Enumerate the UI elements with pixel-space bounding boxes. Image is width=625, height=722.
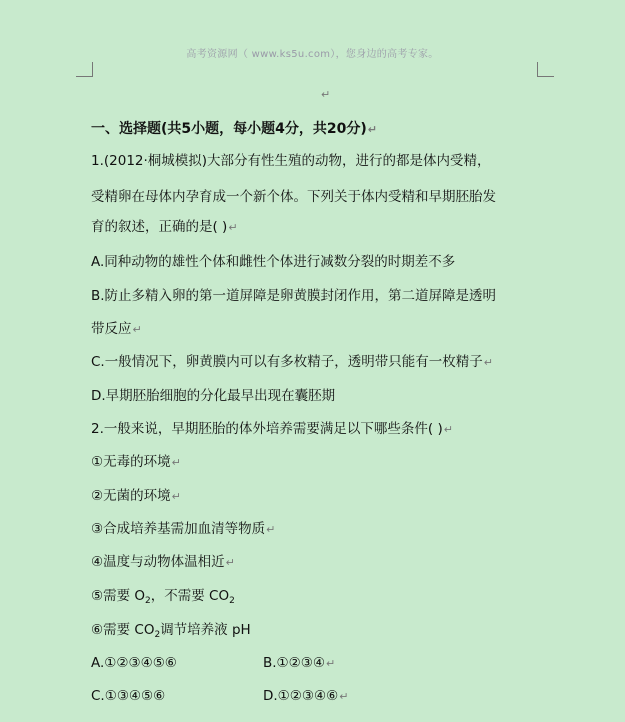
q2-option-d: D.①②③④⑥↵ [263, 688, 349, 704]
q2-option-c: C.①③④⑤⑥ [91, 688, 166, 704]
q2-condition-6: ⑥需要 $CO_2$调节培养液 pH [91, 622, 251, 640]
q2-option-b: B.①②③④↵ [263, 655, 336, 671]
q1-stem-line3: 育的叙述，正确的是( )↵ [91, 219, 238, 235]
q1-stem-line1: 1.(2012·桐城模拟)大部分有性生殖的动物，进行的都是体内受精， [91, 153, 491, 169]
q1-stem-line2: 受精卵在母体内孕育成一个新个体。下列关于体内受精和早期胚胎发 [91, 189, 496, 205]
q2-condition-5: ⑤需要 $O_2$，不需要 $CO_2$ [91, 588, 235, 606]
margin-corner-top-right [537, 62, 554, 77]
q2-option-a: A.①②③④⑤⑥ [91, 655, 177, 671]
q1-option-b-line2: 带反应↵ [91, 321, 142, 337]
q2-condition-1: ①无毒的环境↵ [91, 454, 181, 470]
q2-stem: 2.一般来说，早期胚胎的体外培养需要满足以下哪些条件( )↵ [91, 421, 453, 437]
q1-option-a: A.同种动物的雄性个体和雌性个体进行减数分裂的时期差不多 [91, 254, 456, 270]
q2-condition-3: ③合成培养基需加血清等物质↵ [91, 521, 276, 537]
paragraph-mark-icon: ↵ [321, 88, 331, 101]
q2-condition-4: ④温度与动物体温相近↵ [91, 554, 235, 570]
section-heading: 一、选择题(共5小题，每小题4分，共20分)↵ [91, 121, 377, 137]
header-watermark: 高考资源网（ www.ks5u.com），您身边的高考专家。 [186, 49, 439, 60]
q2-condition-2: ②无菌的环境↵ [91, 488, 181, 504]
q1-option-b-line1: B.防止多精入卵的第一道屏障是卵黄膜封闭作用，第二道屏障是透明 [91, 288, 497, 304]
q1-option-c: C.一般情况下，卵黄膜内可以有多枚精子，透明带只能有一枚精子↵ [91, 354, 493, 370]
q1-option-d: D.早期胚胎细胞的分化最早出现在囊胚期 [91, 388, 336, 404]
margin-corner-top-left [76, 62, 93, 77]
